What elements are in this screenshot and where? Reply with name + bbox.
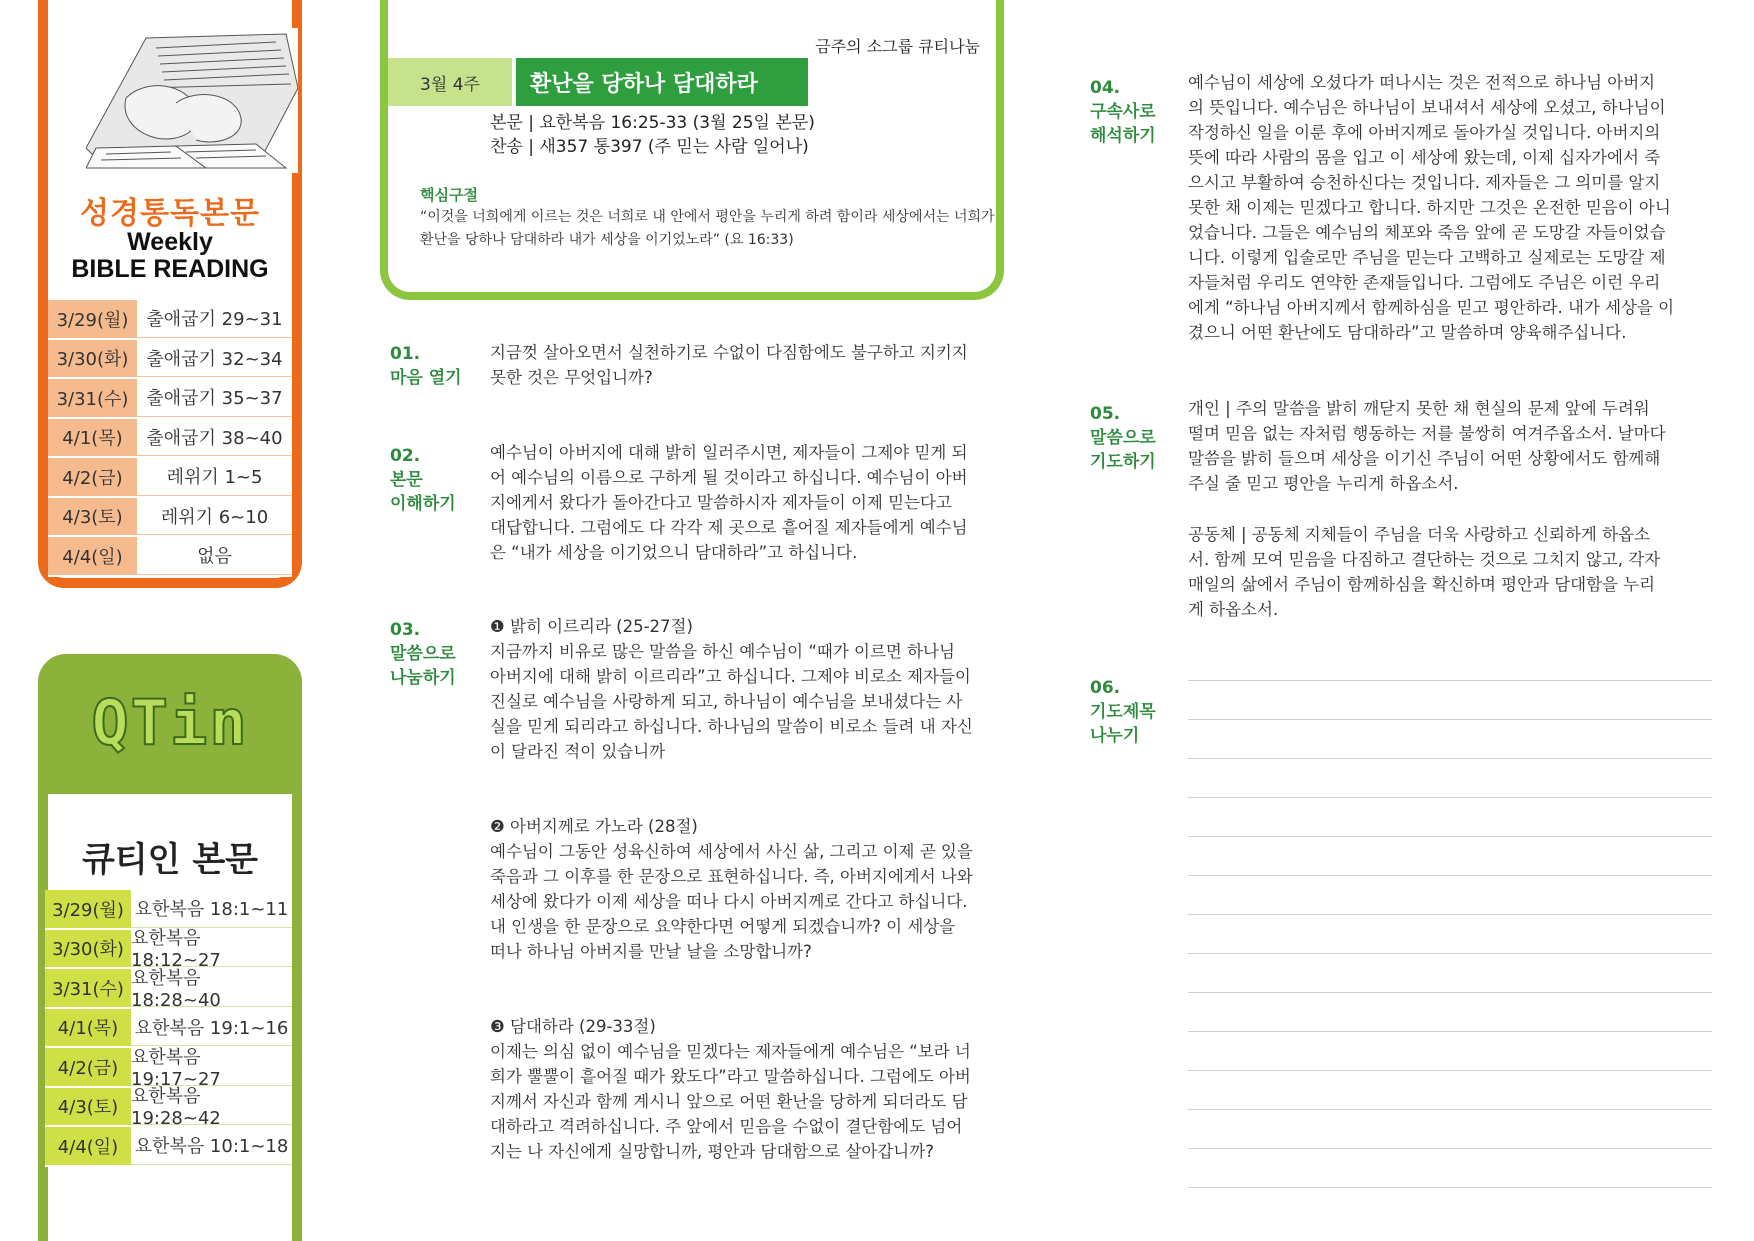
body-line: 예수님이 그동안 성육신하여 세상에서 사신 삶, 그리고 이제 곧 있을 [490, 842, 973, 861]
body-line: 어 예수님의 이름으로 구하게 될 것이라고 하십니다. 예수님이 아버 [490, 468, 968, 487]
body-line: 세상에 왔다가 이제 세상을 떠나 다시 아버지께로 간다고 하십니다. [490, 892, 968, 911]
note-line[interactable] [1188, 836, 1712, 837]
qtin-row [45, 1127, 292, 1167]
reading-row [48, 537, 292, 577]
small-group-label: 금주의 소그룹 큐티나눔 [815, 37, 980, 56]
reading-passage: 없음 [137, 537, 292, 575]
body-line: 떨며 믿음 없는 자처럼 행동하는 저를 불쌍히 여겨주옵소서. 날마다 [1188, 424, 1666, 443]
body-line: 에게 “하나님 아버지께서 함께하심을 믿고 평안하라. 내가 세상을 이 [1188, 298, 1675, 317]
note-line[interactable] [1188, 1031, 1712, 1032]
reading-passage: 출애굽기 32~34 [137, 340, 292, 378]
reading-row [48, 498, 292, 538]
body-line: 작정하신 일을 이룬 후에 아버지께로 돌아가실 것입니다. 아버지의 [1188, 123, 1661, 142]
reading-passage: 레위기 6~10 [137, 498, 292, 536]
body-line: 지에게서 왔다가 돌아간다고 말씀하시자 제자들이 이제 믿는다고 [490, 493, 952, 512]
reading-date: 4/1(목) [48, 419, 137, 457]
reading-passage: 출애굽기 38~40 [137, 419, 292, 457]
body-line: 뜻에 따라 사람의 몸을 입고 이 세상에 왔는데, 이제 십자가에서 죽 [1188, 148, 1661, 167]
note-line[interactable] [1188, 1148, 1712, 1149]
body-line: 못한 채 이제는 믿겠다고 합니다. 하지만 그것은 온전한 믿음이 아니 [1188, 198, 1671, 217]
note-line[interactable] [1188, 914, 1712, 915]
qtin-date: 3/29(월) [45, 890, 131, 928]
body-line: 지는 나 자신에게 실망합니까, 평안과 담대함으로 살아갑니까? [490, 1142, 934, 1161]
qtin-passage: 요한복음 18:1~11 [131, 890, 292, 928]
body-line: 지금까지 비유로 많은 말씀을 하신 예수님이 “때가 이르면 하나님 [490, 642, 955, 661]
qtin-content-box [48, 794, 292, 1241]
body-line: 은 “내가 세상을 이기었으니 담대하라”고 하십니다. [490, 543, 858, 562]
body-line: 지금껏 살아오면서 실천하기로 수없이 다짐함에도 불구하고 지키지 [490, 343, 968, 362]
reading-date: 3/31(수) [48, 379, 137, 417]
section-03-label-2: 나눔하기 [390, 668, 456, 688]
section-06-label-1: 기도제목 [1090, 702, 1156, 722]
qtin-date: 3/30(화) [45, 930, 131, 968]
passage-line: 본문 | 요한복음 16:25-33 (3월 25일 본문) [490, 113, 815, 133]
qtin-row [45, 969, 292, 1009]
qtin-panel [38, 654, 302, 1241]
section-03-part-2 [490, 814, 1010, 964]
note-line[interactable] [1188, 1109, 1712, 1110]
part-heading: ❷ 아버지께로 가노라 (28절) [490, 817, 698, 836]
lesson-title: 환난을 당하나 담대하라 [516, 58, 808, 106]
reading-passage: 출애굽기 29~31 [137, 300, 292, 338]
section-03-label-1: 말씀으로 [390, 644, 456, 664]
section-04-label-2: 해석하기 [1090, 126, 1156, 146]
section-04-body [1188, 70, 1712, 345]
section-02-body [490, 440, 1010, 565]
body-line: 의 뜻입니다. 예수님은 하나님이 보내셔서 세상에 오셨고, 하나님이 [1188, 98, 1666, 117]
core-verse-label: 핵심구절 [420, 186, 478, 204]
qtin-passage: 요한복음 19:28~42 [131, 1088, 292, 1126]
reading-subtitle-weekly: Weekly [127, 228, 213, 256]
section-04-number: 04. [1090, 78, 1121, 98]
hymn-line: 찬송 | 새357 통397 (주 믿는 사람 일어나) [490, 137, 809, 157]
note-line[interactable] [1188, 953, 1712, 954]
reading-title: 성경통독본문 [80, 196, 260, 231]
reading-passage: 출애굽기 35~37 [137, 379, 292, 417]
qtin-date: 4/1(목) [45, 1009, 131, 1047]
body-line: 으시고 부활하여 승천하신다는 것입니다. 제자들은 그 의미를 알지 [1188, 173, 1661, 192]
qtin-date: 4/4(일) [45, 1127, 131, 1165]
qtin-date: 3/31(수) [45, 969, 131, 1007]
section-05-label-1: 말씀으로 [1090, 428, 1156, 448]
body-line: 이 달라진 적이 있습니까 [490, 742, 666, 761]
body-line: 대하라고 격려하십니다. 주 앞에서 믿음을 수없이 결단함에도 넘어 [490, 1117, 963, 1136]
body-line: 니다. 이렇게 입술로만 주님을 믿는다 고백하고 실제로는 도망갈 제 [1188, 248, 1666, 267]
note-line[interactable] [1188, 758, 1712, 759]
reading-subtitle-bible-reading: BIBLE READING [71, 255, 269, 283]
body-line: 예수님이 세상에 오셨다가 떠나시는 것은 전적으로 하나님 아버지 [1188, 73, 1656, 92]
section-06-label-2: 나누기 [1090, 726, 1140, 746]
reading-row [48, 419, 292, 459]
qtin-date: 4/2(금) [45, 1048, 131, 1086]
section-02-label-1: 본문 [390, 470, 423, 490]
note-line[interactable] [1188, 1187, 1712, 1188]
section-04-label-1: 구속사로 [1090, 102, 1156, 122]
body-line: 매일의 삶에서 주님이 함께하심을 확신하며 평안과 담대함을 누리 [1188, 575, 1656, 594]
body-line: 게 하옵소서. [1188, 600, 1279, 619]
body-line: 희가 뿔뿔이 흩어질 때가 왔도다”라고 말씀하십니다. 그럼에도 아버 [490, 1067, 971, 1086]
note-line[interactable] [1188, 719, 1712, 720]
body-line: 대답합니다. 그럼에도 다 각각 제 곳으로 흩어질 제자들에게 예수님 [490, 518, 968, 537]
section-02-number: 02. [390, 446, 421, 466]
body-line: 말씀을 밝히 들으며 세상을 이기신 주님이 어떤 상황에서도 함께해 [1188, 449, 1661, 468]
reading-date: 4/3(토) [48, 498, 137, 536]
note-line[interactable] [1188, 1070, 1712, 1071]
praying-hands-illustration [86, 28, 298, 173]
qtin-passage: 요한복음 19:17~27 [131, 1048, 292, 1086]
body-line: 겼으니 어떤 환난에도 담대하라”고 말씀하며 양육해주십니다. [1188, 323, 1627, 342]
note-line[interactable] [1188, 680, 1712, 681]
qtin-schedule-table [45, 890, 292, 1167]
body-line: 죽음과 그 이후를 한 문장으로 표현하십니다. 즉, 아버지에게서 나와 [490, 867, 973, 886]
qtin-row [45, 1088, 292, 1128]
note-line[interactable] [1188, 797, 1712, 798]
body-line: 진실로 예수님을 사랑하게 되고, 하나님이 예수님을 보내셨다는 사 [490, 692, 963, 711]
section-06-number: 06. [1090, 678, 1121, 698]
body-line: 내 인생을 한 문장으로 요약한다면 어떻게 되겠습니까? 이 세상을 [490, 917, 956, 936]
body-line: 지께서 자신과 함께 계시니 앞으로 어떤 환난을 당하게 되더라도 담 [490, 1092, 968, 1111]
section-02-label-2: 이해하기 [390, 494, 456, 514]
core-verse-text: “이것을 너희에게 이르는 것은 너희로 내 안에서 평안을 누리게 하려 함이라 세상에서는 너희가 환난을 당하나 담대하라 내가 세상을 이기었노라” (요 16:33) [420, 209, 995, 248]
section-05-label-2: 기도하기 [1090, 452, 1156, 472]
body-line: 떠나 하나님 아버지를 만날 날을 소망합니까? [490, 942, 812, 961]
body-line: 이제는 의심 없이 예수님을 믿겠다는 제자들에게 예수님은 “보라 너 [490, 1042, 971, 1061]
qtin-date: 4/3(토) [45, 1088, 131, 1126]
section-05-number: 05. [1090, 404, 1121, 424]
reading-row [48, 340, 292, 380]
part-heading: ❶ 밝히 이르리라 (25-27절) [490, 617, 693, 636]
lesson-header-box [380, 0, 1004, 300]
qtin-passage: 요한복음 18:12~27 [131, 930, 292, 968]
body-line: 아버지에 대해 밝히 이르리라”고 하십니다. 그제야 비로소 제자들이 [490, 667, 971, 686]
part-heading: ❸ 담대하라 (29-33절) [490, 1017, 656, 1036]
body-line: 못한 것은 무엇입니까? [490, 368, 653, 387]
reading-date: 3/30(화) [48, 340, 137, 378]
body-line: 예수님이 아버지에 대해 밝히 일러주시면, 제자들이 그제야 믿게 되 [490, 443, 968, 462]
reading-row [48, 458, 292, 498]
bible-reading-panel [38, 0, 302, 588]
section-01-label: 마음 열기 [390, 368, 462, 388]
body-line: 공동체 | 공동체 지체들이 주님을 더욱 사랑하고 신뢰하게 하옵소 [1188, 525, 1650, 544]
body-line: 었습니다. 그들은 예수님의 체포와 죽음 앞에 곧 도망갈 자들이었습 [1188, 223, 1666, 242]
reading-date: 3/29(월) [48, 300, 137, 338]
section-03-part-3 [490, 1014, 1010, 1164]
body-line: 개인 | 주의 말씀을 밝히 깨닫지 못한 채 현실의 문제 앞에 두려워 [1188, 399, 1650, 418]
week-badge: 3월 4주 [388, 58, 512, 106]
reading-row [48, 300, 292, 340]
section-01-body [490, 340, 1010, 390]
body-line: 자들처럼 우리도 연약한 존재들입니다. 그럼에도 주님은 이런 우리 [1188, 273, 1661, 292]
body-line: 주실 줄 믿고 평안을 누리게 하옵소서. [1188, 474, 1459, 493]
note-line[interactable] [1188, 875, 1712, 876]
note-line[interactable] [1188, 992, 1712, 993]
section-03-number: 03. [390, 620, 421, 640]
reading-passage: 레위기 1~5 [137, 458, 292, 496]
reading-row [48, 379, 292, 419]
body-line: 실을 믿게 되리라고 하십니다. 하나님의 말씀이 비로소 들려 내 자신 [490, 717, 973, 736]
qtin-passage: 요한복음 19:1~16 [131, 1009, 292, 1047]
qtin-passage: 요한복음 10:1~18 [131, 1127, 292, 1165]
qtin-title: 큐티인 본문 [81, 840, 259, 880]
body-line: 서. 함께 모여 믿음을 다짐하고 결단하는 것으로 그치지 않고, 각자 [1188, 550, 1661, 569]
section-01-number: 01. [390, 344, 421, 364]
qtin-logo: QTin [91, 686, 249, 759]
reading-schedule-table [48, 300, 292, 577]
section-05-community [1188, 522, 1712, 622]
reading-date: 4/4(일) [48, 537, 137, 575]
qtin-passage: 요한복음 18:28~40 [131, 969, 292, 1007]
reading-date: 4/2(금) [48, 458, 137, 496]
section-05-personal [1188, 396, 1712, 496]
section-03-part-1 [490, 614, 1010, 764]
